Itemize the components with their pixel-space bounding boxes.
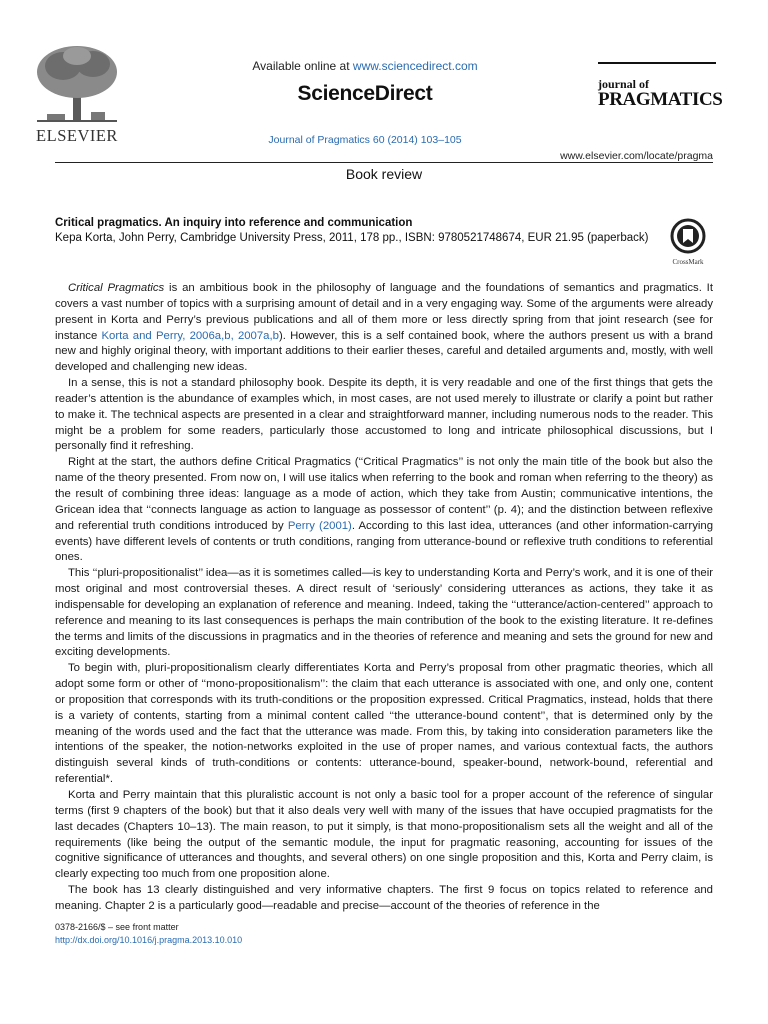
paragraph xyxy=(55,376,713,455)
reference-link[interactable]: Korta and Perry, 2006a,b, 2007a,b xyxy=(101,329,279,342)
crossmark-badge[interactable] xyxy=(666,218,710,266)
text-span: . According to this last idea, utterances (and other information-carrying events) have different levels of contents or truth conditions, ranging from utterance-bound or reflexive truth conditions to referential ones. xyxy=(55,519,714,564)
paragraph xyxy=(55,566,713,661)
platform-title: ScienceDirect xyxy=(297,82,433,105)
text-span: ). However, this is a self contained book, where the authors present us with a brand new and highly original theory, with important additions to their earlier theses, careful and detailed arguments and, mostly, with well developed and challenging new ideas. xyxy=(55,329,713,374)
italic-text: Critical Pragmatics xyxy=(68,282,165,294)
book-title: Critical pragmatics. An inquiry into reference and communication xyxy=(55,217,413,229)
sciencedirect-link[interactable]: www.sciencedirect.com xyxy=(352,59,478,73)
paragraph xyxy=(55,883,713,915)
book-citation xyxy=(55,216,655,245)
crossmark-icon xyxy=(670,218,706,254)
paragraph xyxy=(55,661,713,788)
section-title: Book review xyxy=(345,166,423,182)
text-span: To begin with, pluri-propositionalism clearly differentiates Korta and Perry’s proposal from other pragmatic theories, which all adopt some form or other of ‘‘mono-propositionalism’’: the claim that each utterance is associated with one, and only one, content or proposition that corresponds with its truth-conditions or the proposition expressed. Critical Pragmatics, instead, holds that there is a variety of contents, starting from a minimal content called ‘‘the utterance-bound content’’, that is determined only by the meaning of the words used and the fact that the utterance was made. From this, by taking into consideration parameters like the intentions of the speaker, the notion-networks exploited in the use of proper names, and various contextual facts, the authors distinguish several kinds of truth-conditions or contents: utterance-bound, speaker-bound, network-bound, referential and referential*. xyxy=(55,662,713,786)
journal-logo-small: journal of xyxy=(598,77,649,91)
availability-line xyxy=(190,59,540,73)
issn-line: 0378-2166/$ – see front matter xyxy=(55,922,179,932)
doi-link[interactable]: http://dx.doi.org/10.1016/j.pragma.2013.10.010 xyxy=(55,934,243,945)
elsevier-logo xyxy=(22,44,132,146)
text-span: The book has 13 clearly distinguished and very informative chapters. The first 9 focus on topics related to reference and meaning. Chapter 2 is a particularly good—readable and precise—account of the theories of reference in the xyxy=(55,884,713,912)
paragraph xyxy=(55,788,713,883)
journal-logo xyxy=(598,62,723,110)
footer xyxy=(55,921,242,946)
journal-reference[interactable]: Journal of Pragmatics 60 (2014) 103–105 xyxy=(268,134,462,146)
journal-url[interactable]: www.elsevier.com/locate/pragma xyxy=(560,150,713,162)
review-body xyxy=(55,281,713,915)
text-span: This ‘‘pluri-propositionalist’’ idea—as it is sometimes called—is key to understanding Korta and Perry’s work, and it is one of their most original and most controversial theses. A direct result of ‘seriously’ considering utterances as actions, they take it as indispensable for developing an explanation of reference and meaning. Indeed, taking the ‘‘utterance/action-centered’’ approach to reference and meaning to its last consequences is perhaps the main contribution of the book to the existing literature. It re-defines the terms and limits of the discussions in pragmatics and in the theories of reference and meaning and sets the ground for new and exciting developments. xyxy=(55,567,713,659)
text-span: is an ambitious book in the philosophy of language and the foundations of semantics and pragmatics. It covers a vast number of topics with a surprising amount of detail and in a very engaging way. Some of the arguments were already present in Korta and Perry’s previous publications and all of them more or less directly spring from that joint research (see for instance xyxy=(55,282,713,342)
paragraph xyxy=(55,281,713,376)
journal-logo-big: PRAGMATICS xyxy=(598,89,723,110)
text-span: Korta and Perry maintain that this pluralistic account is not only a basic tool for a proper account of the reference of singular terms (first 9 chapters of the book) but that it also deals very well with many of the issues that have occupied pragmatists for the last decades (Chapters 10–13). The main reason, to put it simply, is that mono-propositionalism sets all the weight and all of the requirements (like being the output of the semantic module, the input for pragmatic reasoning, accounting for issues of the cognitive significance of utterances and thoughts, and several others) on one single proposition and this, Korta and Perry claim, is clearly expecting too much from one proposition alone. xyxy=(55,789,713,881)
header-divider xyxy=(55,162,713,163)
available-prefix: Available online at xyxy=(252,59,350,73)
elsevier-tree-icon xyxy=(33,44,121,124)
reference-link[interactable]: Perry (2001) xyxy=(287,519,352,532)
book-details: Kepa Korta, John Perry, Cambridge University Press, 2011, 178 pp., ISBN: 9780521748674, EUR 21.95 (paperback) xyxy=(55,231,649,244)
text-span: Right at the start, the authors define Critical Pragmatics (‘‘Critical Pragmatics’’ is not only the main title of the book but also the name of the theory presented. From now on, I will use italics when referring to the book and roman when referring to the theory) as the result of combining three ideas: language as a mode of action, which they take from Austin; communicative intentions, the Gricean idea that ‘‘connects language as action to language as possessor of content’’ (p. 4); and the distinction between reflexive and referential truth conditions introduced by xyxy=(55,456,713,532)
paragraph xyxy=(55,455,713,566)
crossmark-label: CrossMark xyxy=(672,258,704,266)
journal-logo-rule xyxy=(598,62,716,64)
publisher-name: ELSEVIER xyxy=(36,126,118,145)
text-span: In a sense, this is not a standard philosophy book. Despite its depth, it is very readable and one of the first things that gets the reader’s attention is the abundance of examples which, in most cases, are not used merely to illustrate or clarify a point but rather to make it. The technical aspects are presented in a clear and straightforward manner, including numerous nods to the reader. This might be a problem for some readers, particularly those accustomed to long and intricate philosophical discussions, but I personally find it refreshing. xyxy=(55,377,713,453)
